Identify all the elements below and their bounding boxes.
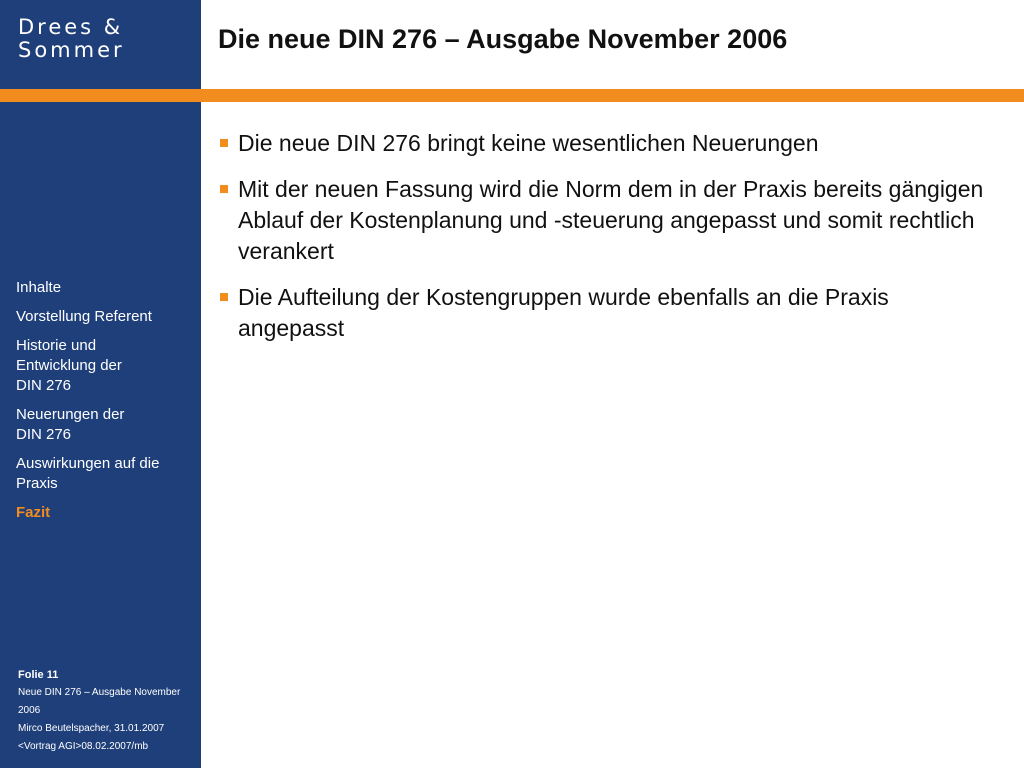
nav-item-auswirkungen[interactable]: Auswirkungen auf die Praxis <box>16 455 160 492</box>
nav-item-fazit[interactable]: Fazit <box>16 504 51 521</box>
bullet-item <box>218 128 998 159</box>
slide-footer <box>18 666 201 756</box>
footer-reference: <Vortrag AGI>08.02.2007/mb <box>18 741 149 752</box>
logo-line-2: Sommer <box>18 38 125 62</box>
bullet-text: Die neue DIN 276 bringt keine wesentlichen Neuerungen <box>238 130 819 156</box>
bullet-item <box>218 174 998 267</box>
section-nav <box>16 278 196 532</box>
footer-author-date: Mirco Beutelspacher, 31.01.2007 <box>18 723 165 734</box>
bullet-square-icon <box>220 185 228 193</box>
bullet-item <box>218 282 998 344</box>
nav-item-inhalte[interactable]: Inhalte <box>16 279 62 296</box>
bullet-text: Die Aufteilung der Kostengruppen wurde ebenfalls an die Praxis angepasst <box>238 284 889 341</box>
drees-sommer-logo <box>18 16 125 62</box>
header-accent-bar <box>0 89 1024 102</box>
bullet-square-icon <box>220 139 228 147</box>
logo-line-1: Drees & <box>18 15 124 39</box>
bullet-list <box>218 128 998 359</box>
slide-title: Die neue DIN 276 – Ausgabe November 2006 <box>218 24 788 54</box>
nav-item-neuerungen[interactable]: Neuerungen der DIN 276 <box>16 406 125 443</box>
footer-presentation-title: Neue DIN 276 – Ausgabe November 2006 <box>18 687 181 716</box>
bullet-square-icon <box>220 293 228 301</box>
bullet-text: Mit der neuen Fassung wird die Norm dem in der Praxis bereits gängigen Ablauf der Kostenplanung und -steuerung angepasst und somit rechtlich verankert <box>238 176 984 264</box>
sidebar <box>0 0 201 768</box>
nav-item-vorstellung-referent[interactable]: Vorstellung Referent <box>16 308 152 325</box>
nav-item-historie[interactable]: Historie und Entwicklung der DIN 276 <box>16 337 122 394</box>
slide-number: Folie 11 <box>18 669 59 681</box>
